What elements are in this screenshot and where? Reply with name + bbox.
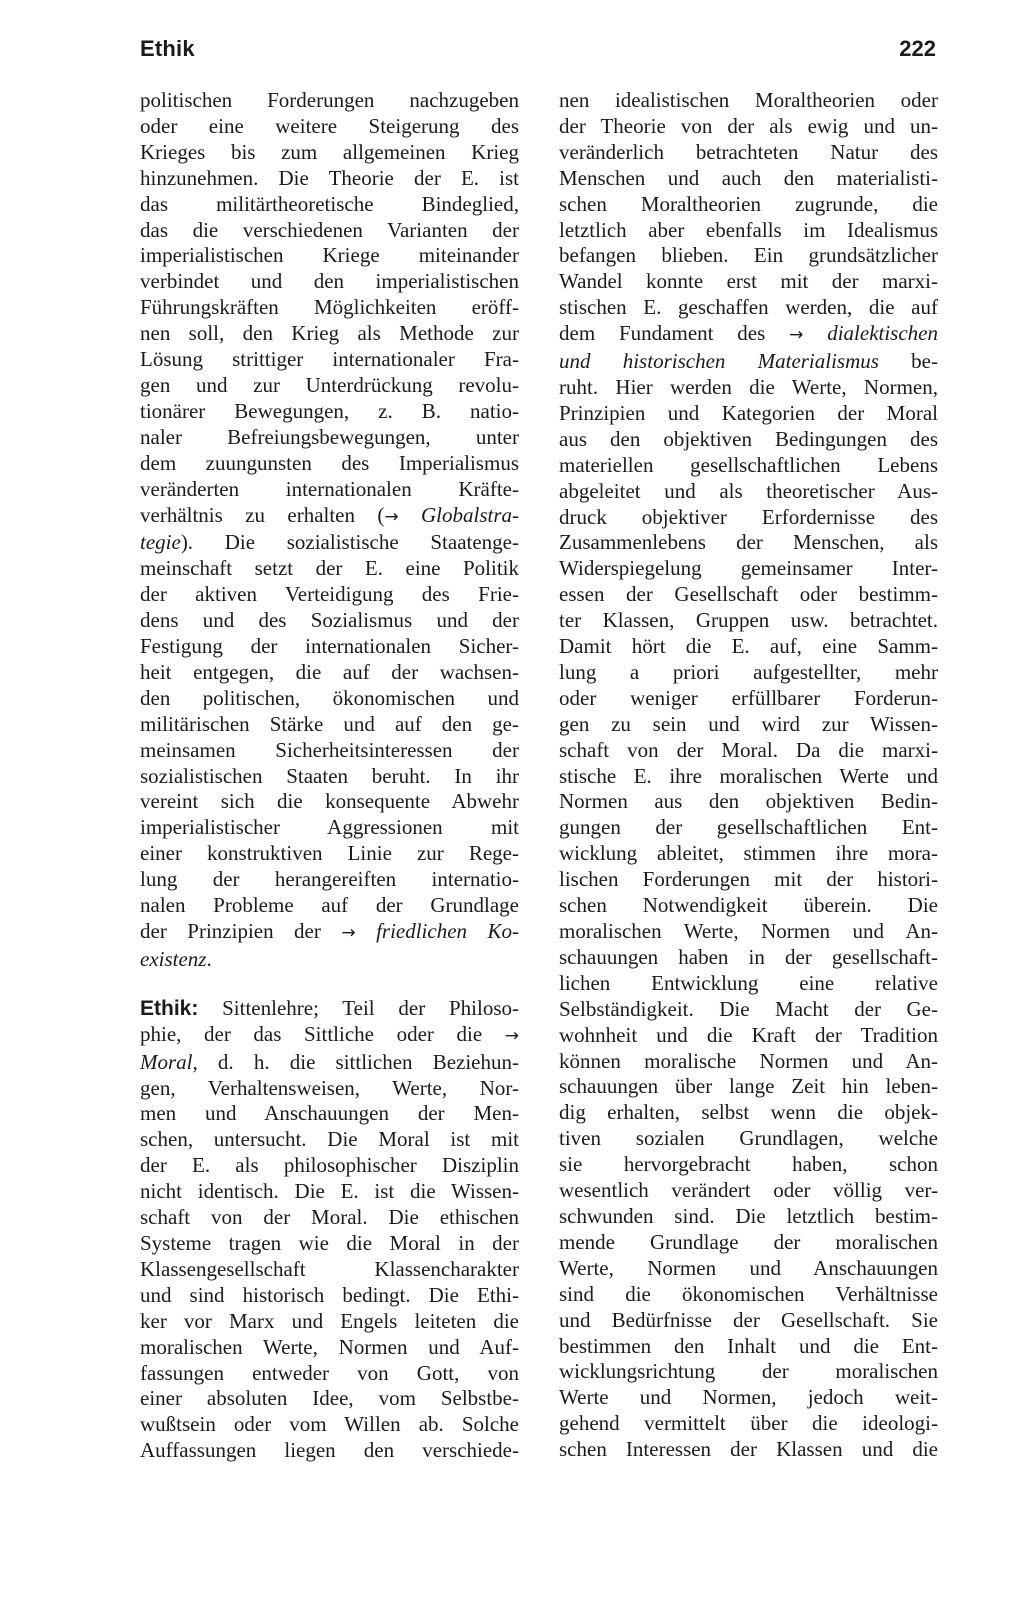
text-fragment: ). Die sozialistische Staatenge- (180, 530, 519, 555)
text-line (140, 947, 519, 973)
text-line: Prinzipien und Kategorien der Moral (559, 400, 938, 425)
text-line: nicht identisch. Die E. ist die Wissen- (140, 1179, 519, 1204)
text-line: nen soll, den Krieg als Methode zur (140, 321, 519, 346)
text-line: tiven sozialen Grundlagen, welche (559, 1126, 938, 1151)
text-line: Werte, Normen und Anschauungen (559, 1255, 938, 1280)
text-line: sozialistischen Staaten beruht. In ihr (140, 763, 519, 788)
text-line: Widerspiegelung gemeinsamer Inter- (559, 556, 938, 581)
cross-reference-arrow-icon: → (341, 923, 356, 943)
text-line: Auffassungen liegen den verschiede- (140, 1438, 519, 1463)
text-line: wohnheit und die Kraft der Tradition (559, 1022, 938, 1047)
text-line: dig erhalten, selbst wenn die objek- (559, 1100, 938, 1125)
text-line: gehend vermittelt über die ideologi- (559, 1411, 938, 1436)
text-line: oder weniger erfüllbarer Forderun- (559, 685, 938, 710)
text-line: letztlich aber ebenfalls im Idealismus (559, 217, 938, 242)
text-line: stischen E. geschaffen werden, die auf (559, 295, 938, 320)
text-line: lung der herangereiften internatio- (140, 867, 519, 892)
text-line: Führungskräften Möglichkeiten eröff- (140, 295, 519, 320)
cross-reference-arrow-icon: → (504, 1025, 519, 1046)
entry-ethik (140, 996, 519, 1464)
text-line: ruht. Hier werden die Werte, Normen, (559, 374, 938, 399)
text-line: Lösung strittiger internationaler Fra- (140, 347, 519, 372)
text-line: schaft von der Moral. Da die marxi- (559, 737, 938, 762)
text-line: einer absoluten Idee, vom Selbstbe- (140, 1386, 519, 1411)
text-line: Menschen und auch den materialisti- (559, 165, 938, 190)
text-fragment: phie, der das Sittliche oder die (140, 1021, 505, 1046)
text-fragment: be- (878, 349, 938, 374)
text-line: hinzunehmen. Die Theorie der E. ist (140, 165, 519, 190)
text-line: veränderlich betrachteten Natur des (559, 139, 938, 164)
text-line (559, 321, 938, 349)
text-line: imperialistischen Kriege miteinander (140, 243, 519, 268)
text-line: Selbständigkeit. Die Macht der Ge- (559, 996, 938, 1021)
text-fragment: dem Fundament des (559, 321, 790, 346)
text-line: Zusammenlebens der Menschen, als (559, 530, 938, 555)
cross-reference-link[interactable]: friedlichen Ko- (376, 919, 519, 943)
text-line (559, 349, 938, 375)
text-line: essen der Gesellschaft oder bestimm- (559, 582, 938, 607)
text-line: das die verschiedenen Varianten der (140, 217, 519, 242)
text-line: tionärer Bewegungen, z. B. natio- (140, 398, 519, 423)
text-line (140, 996, 519, 1022)
cross-reference-link[interactable]: Moral, (140, 1049, 198, 1074)
text-line: der E. als philosophischer Disziplin (140, 1153, 519, 1178)
cross-reference-link[interactable]: Globalstra- (421, 502, 520, 527)
entry-headword: Ethik: (140, 996, 199, 1020)
text-line: schen Moraltheorien zugrunde, die (559, 191, 938, 216)
text-line: politischen Forderungen nachzugeben (140, 88, 519, 112)
cross-reference-link[interactable]: existenz (140, 946, 207, 971)
page-header (140, 30, 936, 74)
text-line: einer konstruktiven Linie zur Rege- (140, 841, 519, 866)
cross-reference-arrow-icon: → (384, 506, 399, 527)
text-line: bestimmen den Inhalt und die Ent- (559, 1333, 938, 1358)
text-line: schaft von der Moral. Die ethischen (140, 1205, 519, 1230)
text-line: materiellen gesellschaftlichen Lebens (559, 452, 938, 477)
text-line: verbindet und den imperialistischen (140, 269, 519, 294)
text-line (140, 1050, 519, 1076)
text-line: ker vor Marx und Engels leiteten die (140, 1308, 519, 1333)
text-line: können moralische Normen und An- (559, 1048, 938, 1073)
text-line: Damit hört die E. auf, eine Samm- (559, 634, 938, 659)
text-line: wicklung ableitet, stimmen ihre mora- (559, 841, 938, 866)
text-line: sie hervorgebracht haben, schon (559, 1152, 938, 1177)
text-line: stische E. ihre moralischen Werte und (559, 763, 938, 788)
text-line: moralischen Werte, Normen und An- (559, 919, 938, 943)
text-line: Wandel konnte erst mit der marxi- (559, 269, 938, 294)
text-line: der Theorie von der als ewig und un- (559, 113, 938, 138)
text-line: schen Notwendigkeit überein. Die (559, 893, 938, 918)
text-line: vereint sich die konsequente Abwehr (140, 789, 519, 814)
text-line: wicklungsrichtung der moralischen (559, 1359, 938, 1384)
cross-reference-arrow-icon: → (789, 325, 804, 346)
text-line (140, 530, 519, 556)
text-line: wußtsein oder vom Willen ab. Solche (140, 1412, 519, 1437)
text-line: gen und zur Unterdrückung revolu- (140, 372, 519, 397)
text-line (140, 1022, 519, 1050)
text-line: fassungen entweder von Gott, von (140, 1360, 519, 1385)
text-line: schen Interessen der Klassen und die (559, 1437, 938, 1462)
text-line: befangen blieben. Ein grundsätzlicher (559, 243, 938, 268)
text-line: nalen Probleme auf der Grundlage (140, 893, 519, 918)
text-fragment: der Prinzipien der (140, 919, 342, 943)
text-line: Klassengesellschaft Klassencharakter (140, 1256, 519, 1281)
text-line: heit entgegen, die auf der wachsen- (140, 659, 519, 684)
text-line: und sind historisch bedingt. Die Ethi- (140, 1282, 519, 1307)
text-line: militärischen Stärke und auf den ge- (140, 711, 519, 736)
text-line: imperialistischer Aggressionen mit (140, 815, 519, 840)
text-line: lichen Entwicklung eine relative (559, 970, 938, 995)
text-line: veränderten internationalen Kräfte- (140, 476, 519, 501)
text-fragment: d. h. die sittlichen Beziehun- (197, 1049, 519, 1074)
right-column (559, 88, 938, 1463)
page-number: 222 (899, 36, 936, 61)
text-line: wesentlich verändert oder völlig ver- (559, 1178, 938, 1203)
text-line: dens und des Sozialismus und der (140, 608, 519, 633)
text-line: meinschaft setzt der E. eine Politik (140, 556, 519, 581)
text-line: das militärtheoretische Bindeglied, (140, 191, 519, 216)
text-line: Werte und Normen, jedoch weit- (559, 1385, 938, 1410)
text-line: oder eine weitere Steigerung des (140, 113, 519, 138)
text-line: druck objektiver Erfordernisse des (559, 504, 938, 529)
text-line: meinsamen Sicherheitsinteressen der (140, 737, 519, 762)
text-line (140, 503, 519, 531)
text-line: Normen aus den objektiven Bedin- (559, 789, 938, 814)
text-line: und Bedürfnisse der Gesellschaft. Sie (559, 1307, 938, 1332)
text-line: mende Grundlage der moralischen (559, 1229, 938, 1254)
text-line: Krieges bis zum allgemeinen Krieg (140, 139, 519, 164)
text-line: aus den objektiven Bedingungen des (559, 426, 938, 451)
text-line: schen, untersucht. Die Moral ist mit (140, 1127, 519, 1152)
text-line: lischen Forderungen mit der histori- (559, 867, 938, 892)
left-column (140, 88, 519, 1464)
text-fragment: verhältnis zu erhalten ( (140, 502, 385, 527)
text-line: sind die ökonomischen Verhältnisse (559, 1281, 938, 1306)
text-line: den politischen, ökonomischen und (140, 685, 519, 710)
text-line: men und Anschauungen der Men- (140, 1101, 519, 1126)
cross-reference-link[interactable]: tegie (140, 530, 181, 555)
text-line: Festigung der internationalen Sicher- (140, 634, 519, 659)
paragraph-continued (140, 88, 519, 973)
text-line: Systeme tragen wie die Moral in der (140, 1230, 519, 1255)
text-line: gen zu sein und wird zur Wissen- (559, 711, 938, 736)
text-line: ter Klassen, Gruppen usw. betrachtet. (559, 608, 938, 633)
text-line: der aktiven Verteidigung des Frie- (140, 582, 519, 607)
text-line: naler Befreiungsbewegungen, unter (140, 424, 519, 449)
text-line (140, 919, 519, 947)
text-fragment: . (206, 946, 212, 971)
text-line: lung a priori aufgestellter, mehr (559, 659, 938, 684)
text-line: nen idealistischen Moraltheorien oder (559, 88, 938, 112)
text-line: schauungen über lange Zeit hin leben- (559, 1074, 938, 1099)
text-line: moralischen Werte, Normen und Auf- (140, 1334, 519, 1359)
cross-reference-link[interactable]: dialektischen (827, 321, 938, 346)
text-line: gungen der gesellschaftlichen Ent- (559, 815, 938, 840)
text-line: abgeleitet und als theoretischer Aus- (559, 478, 938, 503)
cross-reference-link[interactable]: und historischen Materialismus (559, 349, 879, 374)
text-line: gen, Verhaltensweisen, Werte, Nor- (140, 1075, 519, 1100)
running-head: Ethik (140, 36, 195, 61)
text-line: schauungen haben in der gesellschaft- (559, 944, 938, 969)
text-fragment: Sittenlehre; Teil der Philoso- (198, 995, 519, 1020)
text-line: dem zuungunsten des Imperialismus (140, 450, 519, 475)
text-line: schwunden sind. Die letztlich bestim- (559, 1203, 938, 1228)
